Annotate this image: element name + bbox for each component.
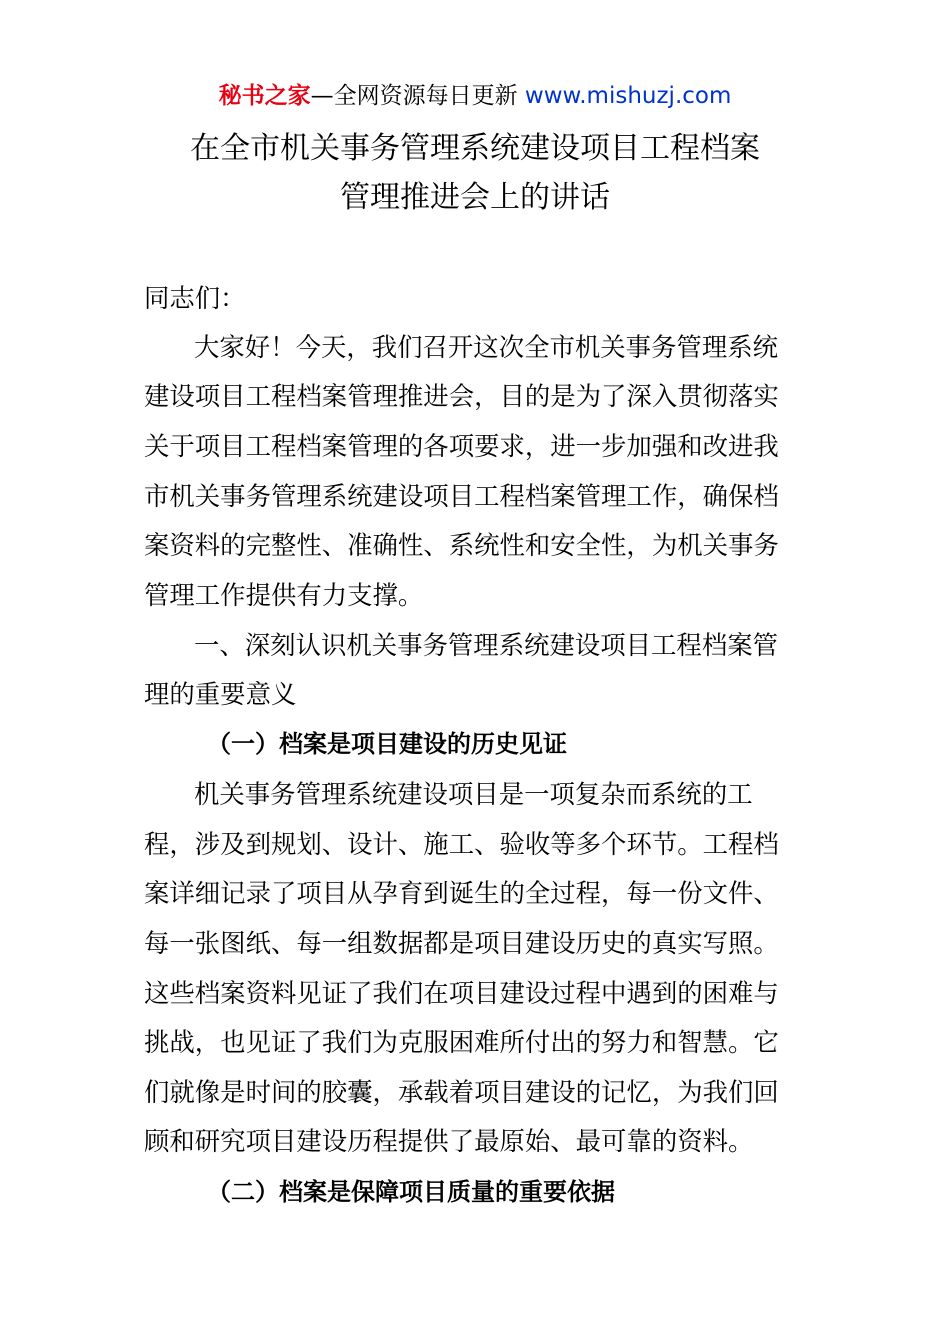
salutation: 同志们： (144, 283, 246, 313)
paragraph-1-line: 大家好！今天，我们召开这次全市机关事务管理系统 (194, 332, 778, 362)
section-heading-line: 一、深刻认识机关事务管理系统建设项目工程档案管 (194, 630, 778, 660)
subsection-heading: （二）档案是保障项目质量的重要依据 (207, 1178, 615, 1206)
paragraph-2-line: 这些档案资料见证了我们在项目建设过程中遇到的困难与 (144, 978, 779, 1008)
paragraph-2-line: 每一张图纸、每一组数据都是项目建设历史的真实写照。 (144, 928, 779, 958)
paragraph-2-line: 程，涉及到规划、设计、施工、验收等多个环节。工程档 (144, 829, 779, 859)
paragraph-2-line: 案详细记录了项目从孕育到诞生的全过程，每一份文件、 (144, 878, 779, 908)
site-url-link[interactable]: www.mishuzj.com (524, 83, 732, 109)
paragraph-1-line: 市机关事务管理系统建设项目工程档案管理工作，确保档 (144, 481, 779, 511)
document-title-line-2: 管理推进会上的讲话 (340, 180, 610, 215)
paragraph-1-line: 案资料的完整性、准确性、系统性和安全性，为机关事务 (144, 530, 779, 560)
section-heading-line: 理的重要意义 (144, 679, 297, 709)
paragraph-1-line: 管理工作提供有力支撑。 (144, 580, 424, 610)
document-title-line-1: 在全市机关事务管理系统建设项目工程档案 (190, 131, 760, 166)
paragraph-2-line: 们就像是时间的胶囊，承载着项目建设的记忆，为我们回 (144, 1077, 779, 1107)
paragraph-1-line: 关于项目工程档案管理的各项要求，进一步加强和改进我 (144, 431, 779, 461)
site-header (0, 80, 950, 112)
site-brand: 秘书之家 (218, 83, 311, 109)
paragraph-2-line: 顾和研究项目建设历程提供了最原始、最可靠的资料。 (144, 1126, 754, 1156)
paragraph-2-line: 机关事务管理系统建设项目是一项复杂而系统的工 (194, 779, 753, 809)
subsection-heading: （一）档案是项目建设的历史见证 (207, 730, 567, 758)
site-tagline: —全网资源每日更新 (310, 83, 525, 109)
paragraph-2-line: 挑战，也见证了我们为克服困难所付出的努力和智慧。它 (144, 1027, 779, 1057)
paragraph-1-line: 建设项目工程档案管理推进会，目的是为了深入贯彻落实 (144, 381, 779, 411)
